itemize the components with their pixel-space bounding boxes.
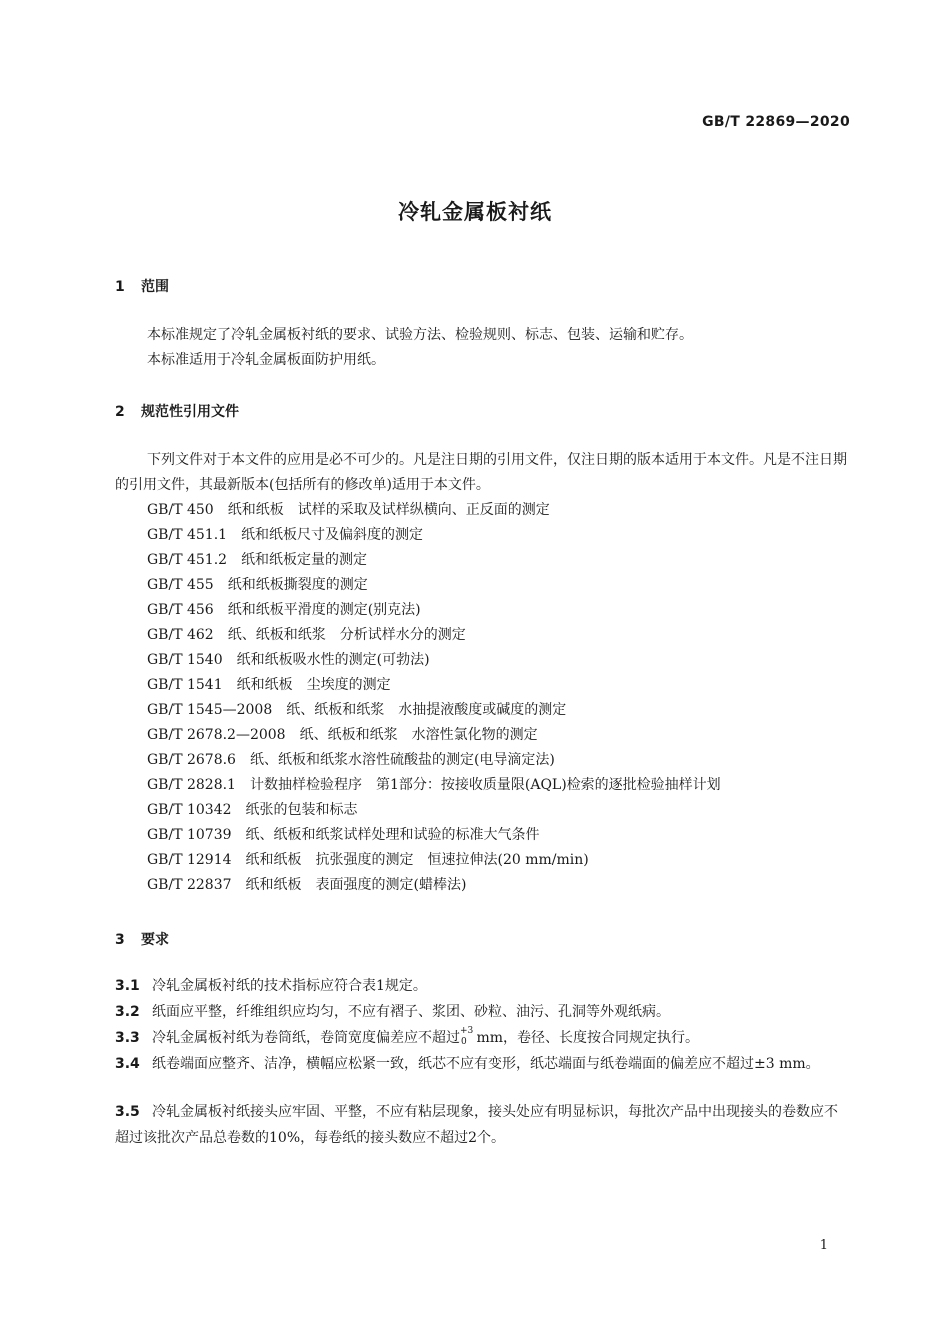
requirement-item xyxy=(115,999,849,1025)
reference-item xyxy=(147,498,721,523)
requirement-item xyxy=(115,1099,849,1151)
reference-code: GB/T 462 xyxy=(147,627,214,643)
reference-code: GB/T 22837 xyxy=(147,877,232,893)
section-heading-scope xyxy=(115,276,169,296)
requirement-number: 3.5 xyxy=(115,1104,140,1120)
reference-title: 纸和纸板 表面强度的测定(蜡棒法) xyxy=(245,877,467,893)
reference-code: GB/T 12914 xyxy=(147,852,232,868)
section-title: 规范性引用文件 xyxy=(141,404,239,420)
page-number: 1 xyxy=(819,1238,828,1253)
reference-item xyxy=(147,623,721,648)
requirement-number: 3.1 xyxy=(115,978,140,994)
reference-code: GB/T 1540 xyxy=(147,652,223,668)
reference-code: GB/T 451.1 xyxy=(147,527,228,543)
section-number: 2 xyxy=(115,404,125,420)
reference-item xyxy=(147,523,721,548)
section-title: 范围 xyxy=(141,279,169,295)
reference-title: 纸、纸板和纸浆试样处理和试验的标准大气条件 xyxy=(245,827,540,843)
reference-title: 纸、纸板和纸浆 水抽提液酸度或碱度的测定 xyxy=(286,702,567,718)
reference-title: 纸和纸板吸水性的测定(可勃法) xyxy=(236,652,430,668)
requirement-text: 冷轧金属板衬纸的技术指标应符合表1规定。 xyxy=(152,978,427,994)
tolerance-upper: +3 xyxy=(460,1026,474,1036)
reference-code: GB/T 455 xyxy=(147,577,214,593)
requirement-item xyxy=(115,1051,849,1077)
reference-title: 纸和纸板平滑度的测定(别克法) xyxy=(227,602,421,618)
reference-item xyxy=(147,573,721,598)
requirement-item xyxy=(115,973,849,999)
requirement-text: 纸卷端面应整齐、洁净，横幅应松紧一致，纸芯不应有变形，纸芯端面与纸卷端面的偏差应不超过±3 mm。 xyxy=(152,1056,820,1072)
reference-code: GB/T 450 xyxy=(147,502,214,518)
tolerance-lower: 0 xyxy=(461,1037,467,1047)
reference-list xyxy=(147,498,721,898)
requirement-number: 3.3 xyxy=(115,1030,140,1046)
document-title: 冷轧金属板衬纸 xyxy=(398,200,552,224)
reference-item xyxy=(147,823,721,848)
reference-code: GB/T 10342 xyxy=(147,802,232,818)
width-tolerance xyxy=(460,1026,474,1047)
reference-title: 纸张的包装和标志 xyxy=(245,802,358,818)
reference-code: GB/T 451.2 xyxy=(147,552,228,568)
reference-title: 计数抽样检验程序 第1部分：按接收质量限(AQL)检索的逐批检验抽样计划 xyxy=(249,777,721,793)
reference-code: GB/T 2678.6 xyxy=(147,752,236,768)
reference-code: GB/T 10739 xyxy=(147,827,232,843)
section-number: 1 xyxy=(115,279,125,295)
reference-title: 纸和纸板定量的测定 xyxy=(241,552,368,568)
references-intro: 下列文件对于本文件的应用是必不可少的。凡是注日期的引用文件，仅注日期的版本适用于本文件。凡是不注日期的引用文件，其最新版本(包括所有的修改单)适用于本文件。 xyxy=(115,452,847,493)
reference-item xyxy=(147,598,721,623)
section-heading-requirements xyxy=(115,929,169,949)
reference-code: GB/T 1545—2008 xyxy=(147,702,273,718)
requirement-number: 3.2 xyxy=(115,1004,140,1020)
scope-paragraph-2: 本标准适用于冷轧金属板面防护用纸。 xyxy=(147,352,385,368)
reference-item xyxy=(147,723,721,748)
reference-item xyxy=(147,773,721,798)
reference-code: GB/T 2678.2—2008 xyxy=(147,727,286,743)
reference-item xyxy=(147,873,721,898)
reference-title: 纸、纸板和纸浆水溶性硫酸盐的测定(电导滴定法) xyxy=(249,752,555,768)
section-title: 要求 xyxy=(141,932,169,948)
reference-code: GB/T 456 xyxy=(147,602,214,618)
reference-item xyxy=(147,748,721,773)
requirement-number: 3.4 xyxy=(115,1056,140,1072)
reference-title: 纸和纸板撕裂度的测定 xyxy=(227,577,368,593)
requirement-item xyxy=(115,1025,849,1051)
scope-paragraph-1: 本标准规定了冷轧金属板衬纸的要求、试验方法、检验规则、标志、包装、运输和贮存。 xyxy=(147,327,693,343)
reference-title: 纸和纸板尺寸及偏斜度的测定 xyxy=(241,527,424,543)
reference-code: GB/T 2828.1 xyxy=(147,777,236,793)
reference-item xyxy=(147,548,721,573)
reference-title: 纸、纸板和纸浆 水溶性氯化物的测定 xyxy=(299,727,538,743)
section-number: 3 xyxy=(115,932,125,948)
reference-title: 纸和纸板 抗张强度的测定 恒速拉伸法(20 mm/min) xyxy=(245,852,589,868)
reference-item xyxy=(147,673,721,698)
reference-title: 纸和纸板 尘埃度的测定 xyxy=(236,677,391,693)
reference-title: 纸、纸板和纸浆 分析试样水分的测定 xyxy=(227,627,466,643)
reference-item xyxy=(147,648,721,673)
section-heading-references xyxy=(115,401,239,421)
requirement-text: 冷轧金属板衬纸接头应牢固、平整，不应有粘层现象，接头处应有明显标识，每批次产品中出现接头的卷数应不超过该批次产品总卷数的10%，每卷纸的接头数应不超过2个。 xyxy=(115,1104,838,1146)
reference-code: GB/T 1541 xyxy=(147,677,223,693)
requirement-text-after: mm，卷径、长度按合同规定执行。 xyxy=(472,1030,700,1046)
reference-item xyxy=(147,698,721,723)
reference-title: 纸和纸板 试样的采取及试样纵横向、正反面的测定 xyxy=(227,502,550,518)
requirement-text-before: 冷轧金属板衬纸为卷筒纸，卷筒宽度偏差应不超过 xyxy=(152,1030,460,1046)
standard-code: GB/T 22869—2020 xyxy=(702,114,850,130)
reference-item xyxy=(147,798,721,823)
reference-item xyxy=(147,848,721,873)
requirement-text: 纸面应平整，纤维组织应均匀，不应有褶子、浆团、砂粒、油污、孔洞等外观纸病。 xyxy=(152,1004,670,1020)
